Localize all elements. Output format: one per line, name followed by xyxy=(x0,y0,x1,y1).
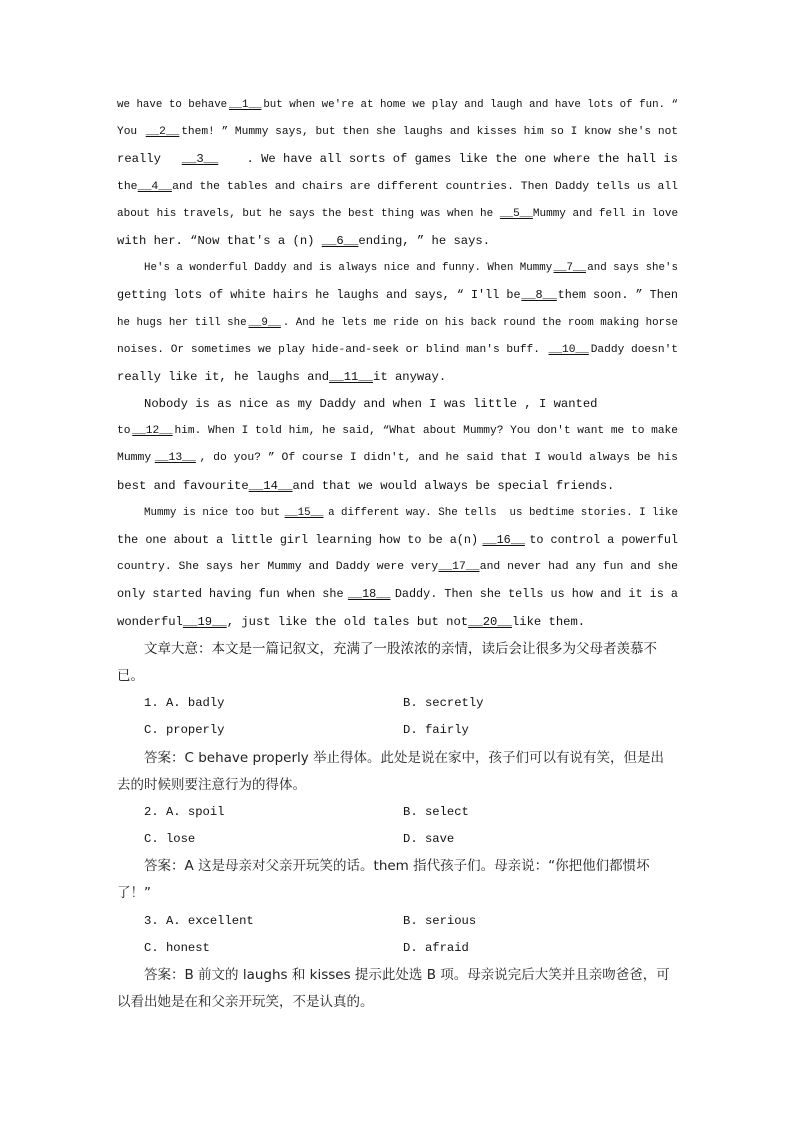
passage-text: best and favourite xyxy=(117,478,249,493)
passage-text: really like it, he laughs and xyxy=(117,369,330,384)
answer-explanation-cont: 了！” xyxy=(117,885,151,902)
blank: __20__ xyxy=(468,614,512,629)
passage-text: Mummy and fell in love xyxy=(532,207,679,220)
passage-line xyxy=(117,581,678,608)
blank: __17__ xyxy=(438,561,480,574)
blank: __2__ xyxy=(145,126,180,139)
blank: __16__ xyxy=(482,533,525,547)
blank: __1__ xyxy=(229,99,262,111)
passage-text: him. When I told him, he said, “What about Mummy? You don't want me to make xyxy=(174,425,678,438)
passage-text: a different way. She tells us bedtime stories. I like xyxy=(328,506,678,519)
option: D. save xyxy=(403,832,455,847)
summary-line: 文章大意：本文是一篇记叙文，充满了一股浓浓的亲情，读后会让很多为父母者羡慕不 xyxy=(144,640,657,657)
option: C. honest xyxy=(144,940,210,955)
passage-text: noises. Or sometimes we play hide-and-seek or blind man's buff. xyxy=(117,343,547,356)
question-options xyxy=(117,690,678,717)
blank: __4__ xyxy=(137,180,172,193)
answer-text: B 前文的 laughs 和 kisses 提示此处选 B 项。母亲说完后大笑并且亲吻爸爸，可 xyxy=(184,967,670,983)
blank: __7__ xyxy=(553,262,586,275)
passage-text: like them. xyxy=(511,614,586,629)
cloze-passage xyxy=(117,92,678,636)
passage-text: about his travels, but he says the best thing was when he xyxy=(117,207,500,220)
passage-line xyxy=(117,92,678,119)
passage-text: only started having fun when she xyxy=(117,587,344,602)
passage-text: the xyxy=(117,180,138,193)
option: C. lose xyxy=(144,832,196,847)
passage-text: the one about a little girl learning how to be a(n) xyxy=(117,533,479,547)
question-options xyxy=(117,935,678,962)
passage-line xyxy=(117,609,678,636)
passage-text: You xyxy=(117,126,144,139)
passage-text: He's a wonderful Daddy and is always nice and funny. When Mummy xyxy=(144,262,553,275)
passage-text: to control a powerful xyxy=(529,533,678,547)
passage-text: , do you? ” Of course I didn't, and he said that I would always be his xyxy=(199,452,678,465)
passage-text: and that we would always be special friends. xyxy=(292,478,615,493)
answer-text: C behave properly 举止得体。此处是说在家中，孩子们可以有说有笑，但是出 xyxy=(184,749,665,766)
passage-text: . We have all sorts of games like the one where the hall is xyxy=(239,152,678,167)
answer-explanation-cont: 去的时候则要注意行为的得体。 xyxy=(117,776,306,793)
passage-text: them soon. ” Then xyxy=(557,288,678,303)
option: 3. A. excellent xyxy=(144,913,254,928)
passage-text: he hugs her till she xyxy=(117,316,247,329)
passage-text: ending, ” he says. xyxy=(358,233,491,248)
option: B. secretly xyxy=(403,696,484,711)
passage-line xyxy=(117,146,678,173)
option: D. fairly xyxy=(403,723,469,738)
blank: __14__ xyxy=(248,478,293,493)
answer-label: 答案： xyxy=(144,858,185,875)
passage-line xyxy=(117,310,678,337)
passage-text: country. She says her Mummy and Daddy were very xyxy=(117,561,439,574)
option: B. select xyxy=(403,804,469,819)
passage-text: . And he lets me ride on his back round the room making horse xyxy=(282,316,678,329)
option: C. properly xyxy=(144,723,225,738)
passage-text: , just like the old tales but not xyxy=(226,614,469,629)
passage-text: with her. “Now that's a (n) xyxy=(117,233,322,248)
passage-text: and never had any fun and she xyxy=(479,561,678,574)
passage-line xyxy=(117,228,678,255)
passage-text: really xyxy=(117,152,161,167)
passage-text: and the tables and chairs are different countries. Then Daddy tells us all xyxy=(172,180,678,193)
passage-line xyxy=(117,554,678,581)
passage-text: but when we're at home we play and laugh and have lots of fun. “ xyxy=(263,99,678,111)
blank: __8__ xyxy=(521,288,557,303)
option: D. afraid xyxy=(403,940,469,955)
passage-line xyxy=(117,391,678,418)
answer-explanation xyxy=(117,853,678,880)
passage-line xyxy=(117,282,678,309)
passage-line xyxy=(117,500,678,527)
summary-line: 已。 xyxy=(117,667,144,684)
passage-line xyxy=(117,201,678,228)
option: B. serious xyxy=(403,913,477,928)
passage-text: it anyway. xyxy=(373,369,447,384)
answer-text: A 这是母亲对父亲开玩笑的话。them 指代孩子们。母亲说：“你把他们都惯坏 xyxy=(184,858,650,875)
blank: __19__ xyxy=(182,614,227,629)
blank: __3__ xyxy=(181,152,219,167)
passage-line xyxy=(117,445,678,472)
question-options xyxy=(117,826,678,853)
passage-line xyxy=(117,473,678,500)
blank: __12__ xyxy=(132,425,173,438)
passage-text: to xyxy=(117,425,131,438)
passage-line xyxy=(117,119,678,146)
answer-label: 答案： xyxy=(144,749,185,766)
passage-text: Daddy doesn't xyxy=(590,343,678,356)
passage-text: and says she's xyxy=(587,262,678,275)
document-page xyxy=(117,92,678,1016)
question-options xyxy=(117,717,678,744)
answer-explanation xyxy=(117,962,678,989)
question-options xyxy=(117,908,678,935)
blank: __5__ xyxy=(499,207,533,220)
answer-explanation xyxy=(117,745,678,772)
passage-text: Nobody is as nice as my Daddy and when I was little , I wanted xyxy=(144,397,598,412)
blank: __9__ xyxy=(248,316,281,329)
blank: __13__ xyxy=(154,452,196,465)
blank: __18__ xyxy=(347,587,391,602)
blank: __10__ xyxy=(548,343,589,356)
question-options xyxy=(117,799,678,826)
passage-line xyxy=(117,527,678,554)
passage-line xyxy=(117,337,678,364)
passage-text: Mummy xyxy=(117,452,152,465)
passage-text: we have to behave xyxy=(117,99,228,111)
passage-text: Daddy. Then she tells us how and it is a xyxy=(394,587,678,602)
passage-text: wonderful xyxy=(117,614,183,629)
passage-line xyxy=(117,364,678,391)
passage-text: getting lots of white hairs he laughs and says, “ I'll be xyxy=(117,288,521,303)
passage-line xyxy=(117,418,678,445)
option: 2. A. spoil xyxy=(144,804,225,819)
option: 1. A. badly xyxy=(144,696,225,711)
passage-text: Mummy is nice too but xyxy=(144,506,281,519)
passage-line xyxy=(117,255,678,282)
blank: __6__ xyxy=(321,233,359,248)
passage-text: them! ” Mummy says, but then she laughs and kisses him so I know she's not xyxy=(181,126,678,139)
blank: __15__ xyxy=(284,506,324,519)
passage-line xyxy=(117,174,678,201)
blank: __11__ xyxy=(329,369,373,384)
answer-explanation-cont: 以看出她是在和父亲开玩笑，不是认真的。 xyxy=(117,994,374,1011)
answer-label: 答案： xyxy=(144,967,185,983)
